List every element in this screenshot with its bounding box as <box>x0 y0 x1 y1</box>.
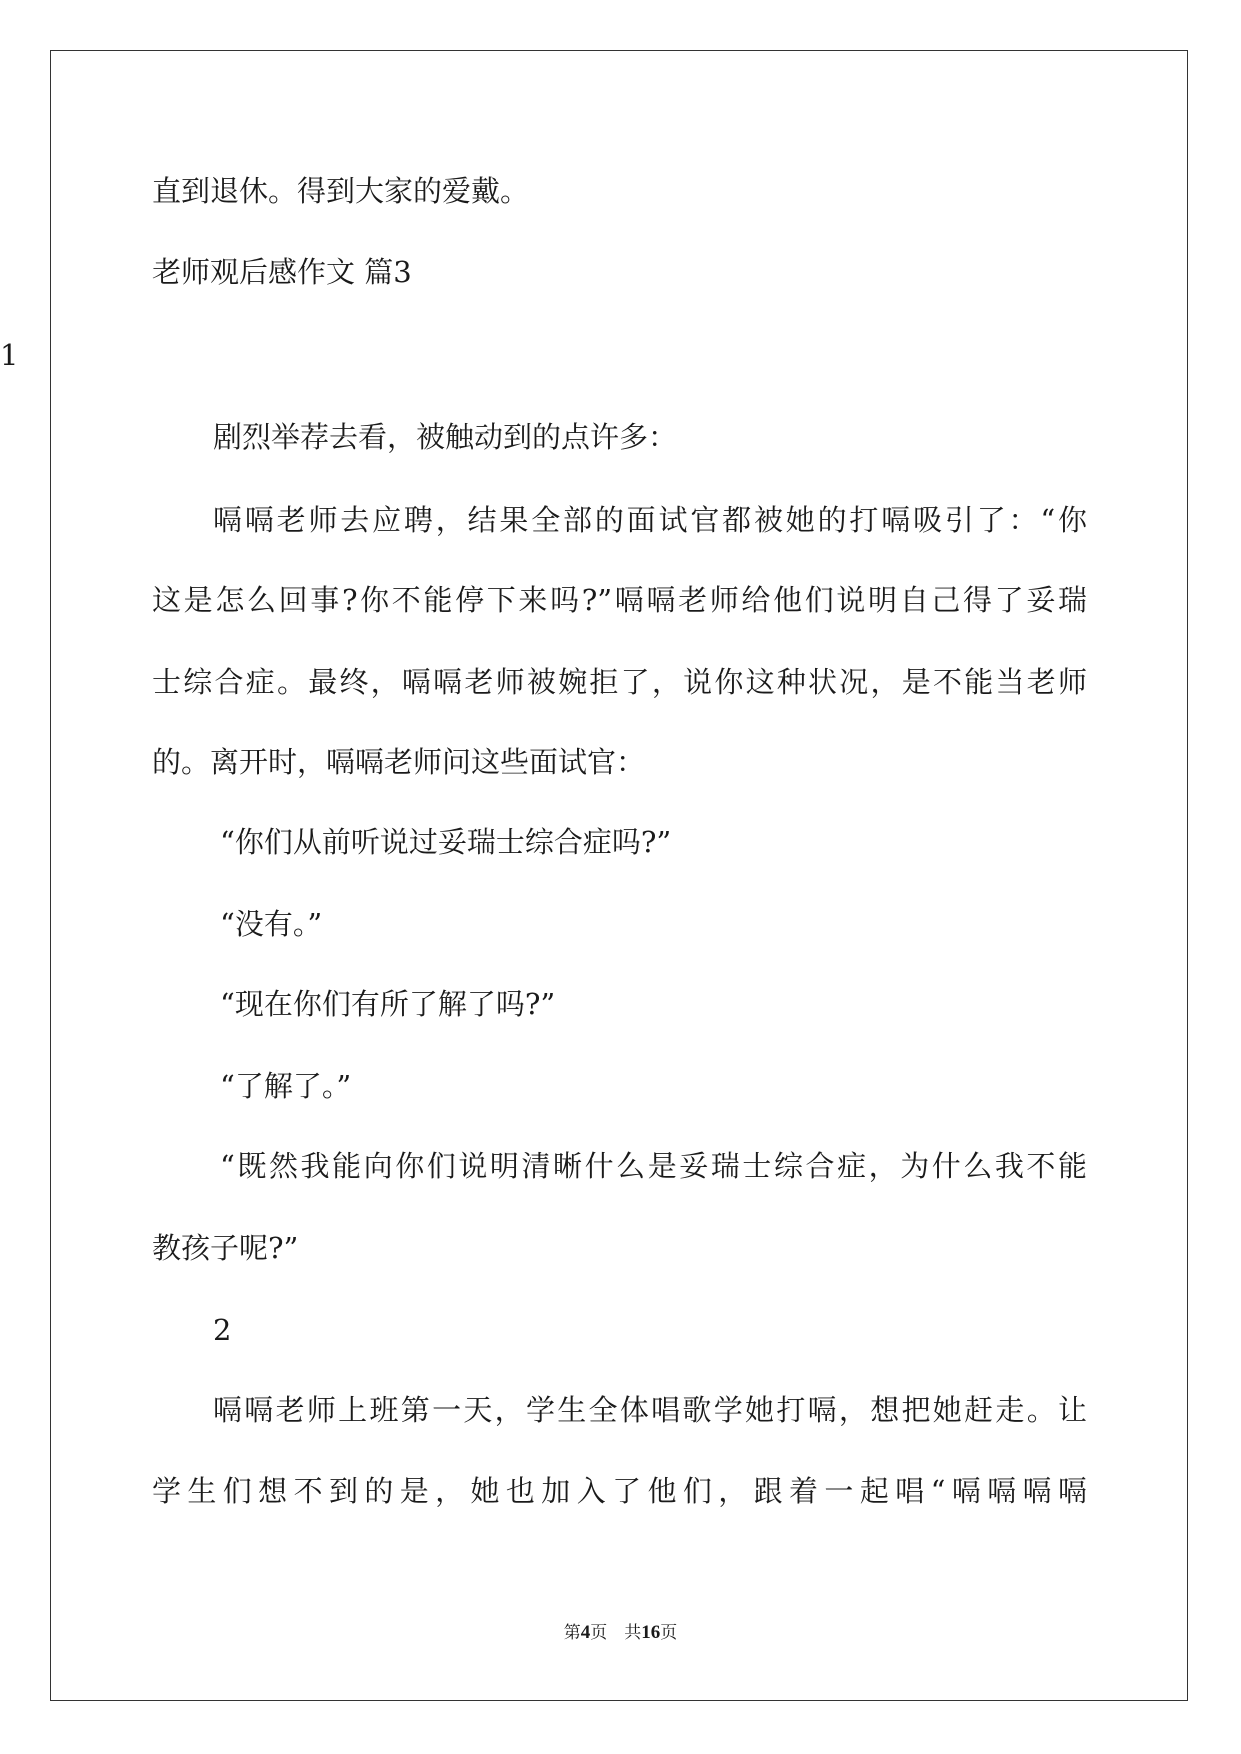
footer-suffix: 页 <box>660 1623 678 1643</box>
section-number: 2 <box>213 1313 232 1347</box>
section-number: 1 <box>0 338 19 372</box>
dialogue-line: “没有。” <box>220 907 323 941</box>
footer-total-pages: 16 <box>641 1622 661 1643</box>
dialogue-line: “了解了。” <box>220 1069 352 1103</box>
paragraph-line: 剧烈举荐去看，被触动到的点许多： <box>213 420 678 454</box>
dialogue-line: 教孩子呢?” <box>152 1231 299 1265</box>
paragraph-line: 的。离开时，嗝嗝老师问这些面试官： <box>152 745 646 779</box>
footer-prefix: 第 <box>563 1623 581 1643</box>
dialogue-line: “既然我能向你们说明清晰什么是妥瑞士综合症，为什么我不能 <box>220 1149 1087 1183</box>
paragraph-line: 嗝嗝老师上班第一天，学生全体唱歌学她打嗝，想把她赶走。让 <box>213 1393 1087 1427</box>
footer-middle: 页 共 <box>590 1623 642 1643</box>
paragraph-line: 这是怎么回事?你不能停下来吗?”嗝嗝老师给他们说明自己得了妥瑞 <box>152 583 1087 617</box>
page-border <box>50 50 1188 1701</box>
section-heading: 老师观后感作文 篇3 <box>152 255 412 289</box>
footer-page-number: 4 <box>580 1622 591 1643</box>
dialogue-line: “你们从前听说过妥瑞士综合症吗?” <box>220 825 672 859</box>
dialogue-line: “现在你们有所了解了吗?” <box>220 987 556 1021</box>
paragraph-line: 直到退休。得到大家的爱戴。 <box>152 174 530 208</box>
paragraph-line: 学生们想不到的是，她也加入了他们，跟着一起唱“嗝嗝嗝嗝 <box>152 1474 1087 1508</box>
paragraph-line: 士综合症。最终，嗝嗝老师被婉拒了，说你这种状况，是不能当老师 <box>152 665 1087 699</box>
paragraph-line: 嗝嗝老师去应聘，结果全部的面试官都被她的打嗝吸引了：“你 <box>213 503 1087 537</box>
page-footer <box>0 1622 1241 1644</box>
